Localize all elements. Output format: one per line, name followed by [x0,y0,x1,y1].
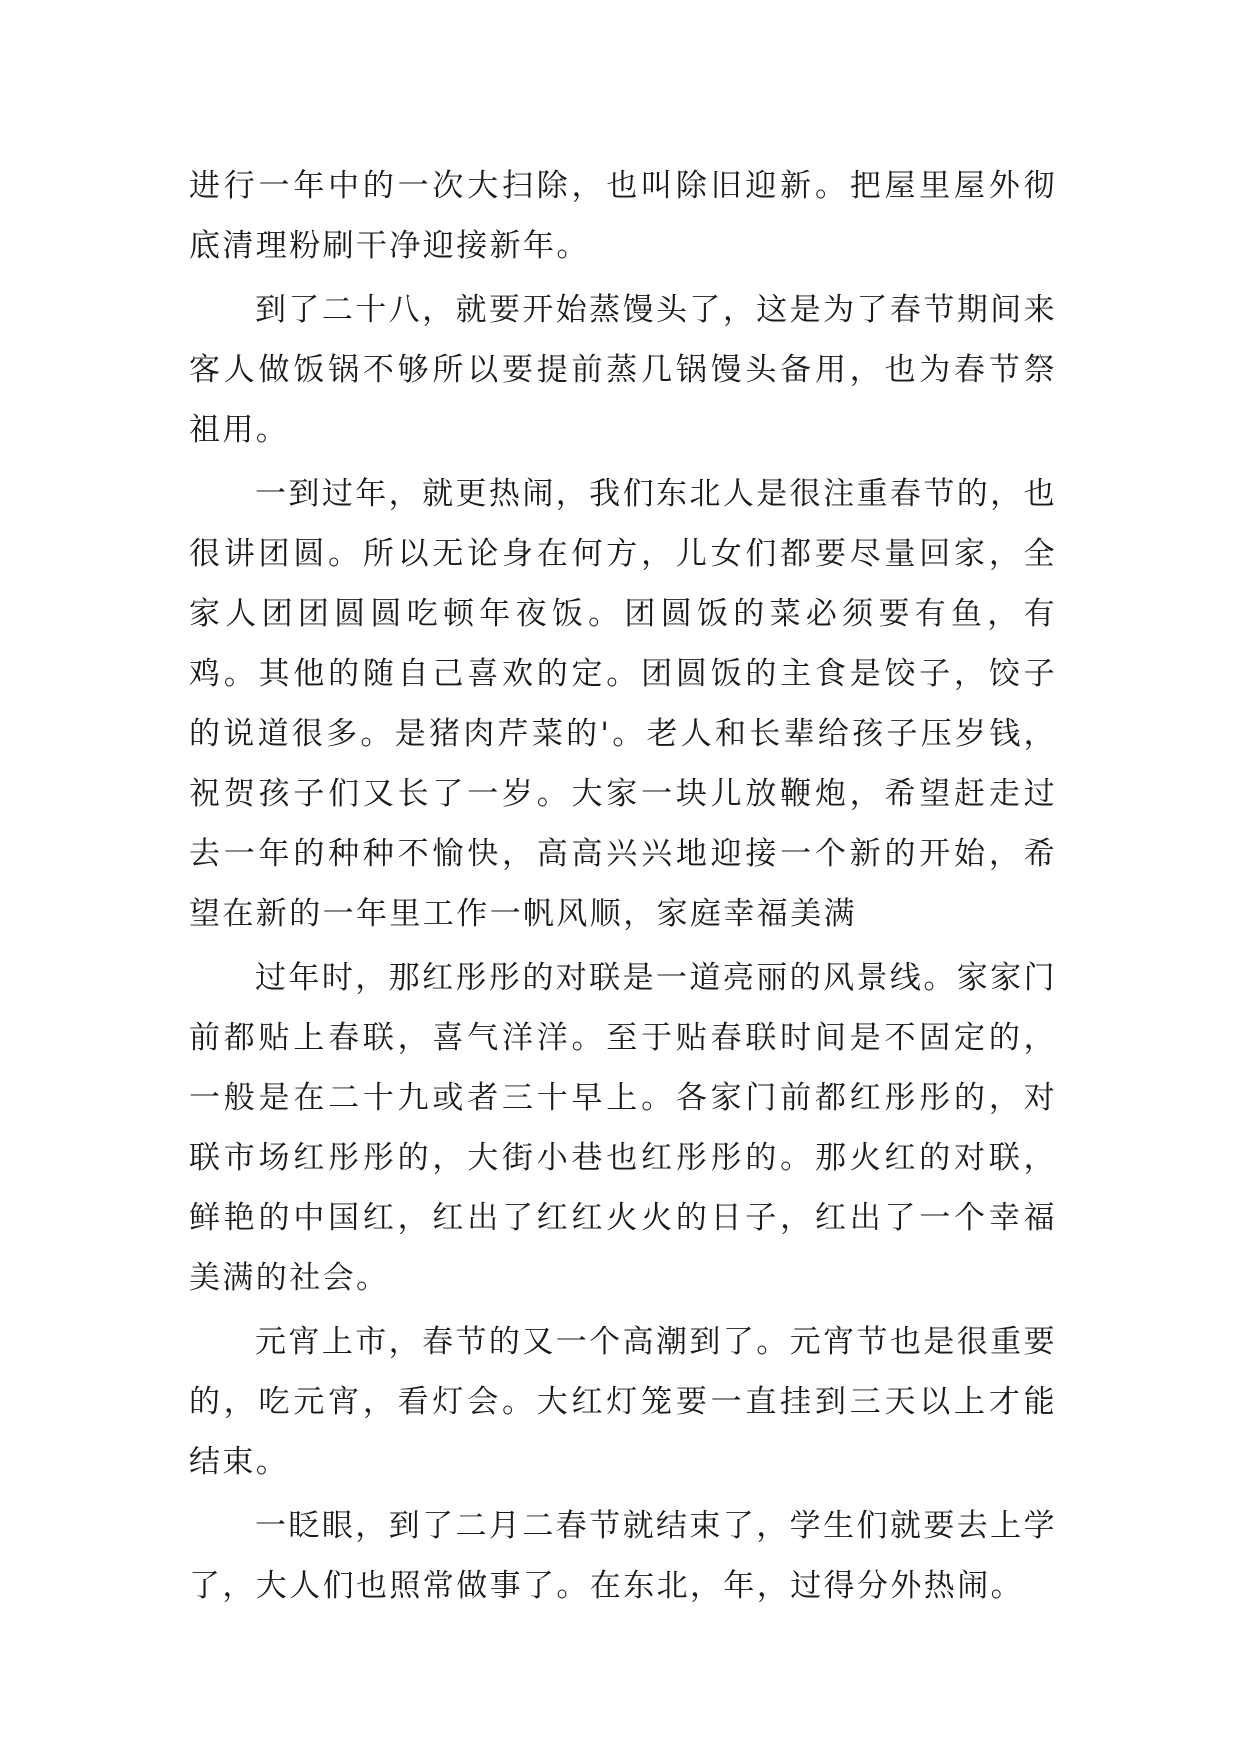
paragraph-1: 进行一年中的一次大扫除，也叫除旧迎新。把屋里屋外彻底清理粉刷干净迎接新年。 [189,168,1057,264]
paragraph-3: 一到过年，就更热闹，我们东北人是很注重春节的，也很讲团圆。所以无论身在何方，儿女们都要尽量回家，全家人团团圆圆吃顿年夜饭。团圆饭的菜必须要有鱼，有鸡。其他的随自己喜欢的定。团圆饭的主食是饺子，饺子的说道很多。是猪肉芹菜的'。老人和长辈给孩子压岁钱，祝贺孩子们又长了一岁。大家一块儿放鞭炮，希望赶走过去一年的种种不愉快，高高兴兴地迎接一个新的开始，希望在新的一年里工作一帆风顺，家庭幸福美满 [189,476,1057,932]
paragraph-5: 元宵上市，春节的又一个高潮到了。元宵节也是很重要的，吃元宵，看灯会。大红灯笼要一直挂到三天以上才能结束。 [189,1324,1057,1480]
document-body [189,156,1057,1620]
paragraph-2: 到了二十八，就要开始蒸馒头了，这是为了春节期间来客人做饭锅不够所以要提前蒸几锅馒头备用，也为春节祭祖用。 [189,292,1057,448]
paragraph-6: 一眨眼，到了二月二春节就结束了，学生们就要去上学了，大人们也照常做事了。在东北，年，过得分外热闹。 [189,1508,1057,1604]
paragraph-4: 过年时，那红彤彤的对联是一道亮丽的风景线。家家门前都贴上春联，喜气洋洋。至于贴春联时间是不固定的，一般是在二十九或者三十早上。各家门前都红彤彤的，对联市场红彤彤的，大街小巷也红彤彤的。那火红的对联，鲜艳的中国红，红出了红红火火的日子，红出了一个幸福美满的社会。 [189,960,1057,1296]
